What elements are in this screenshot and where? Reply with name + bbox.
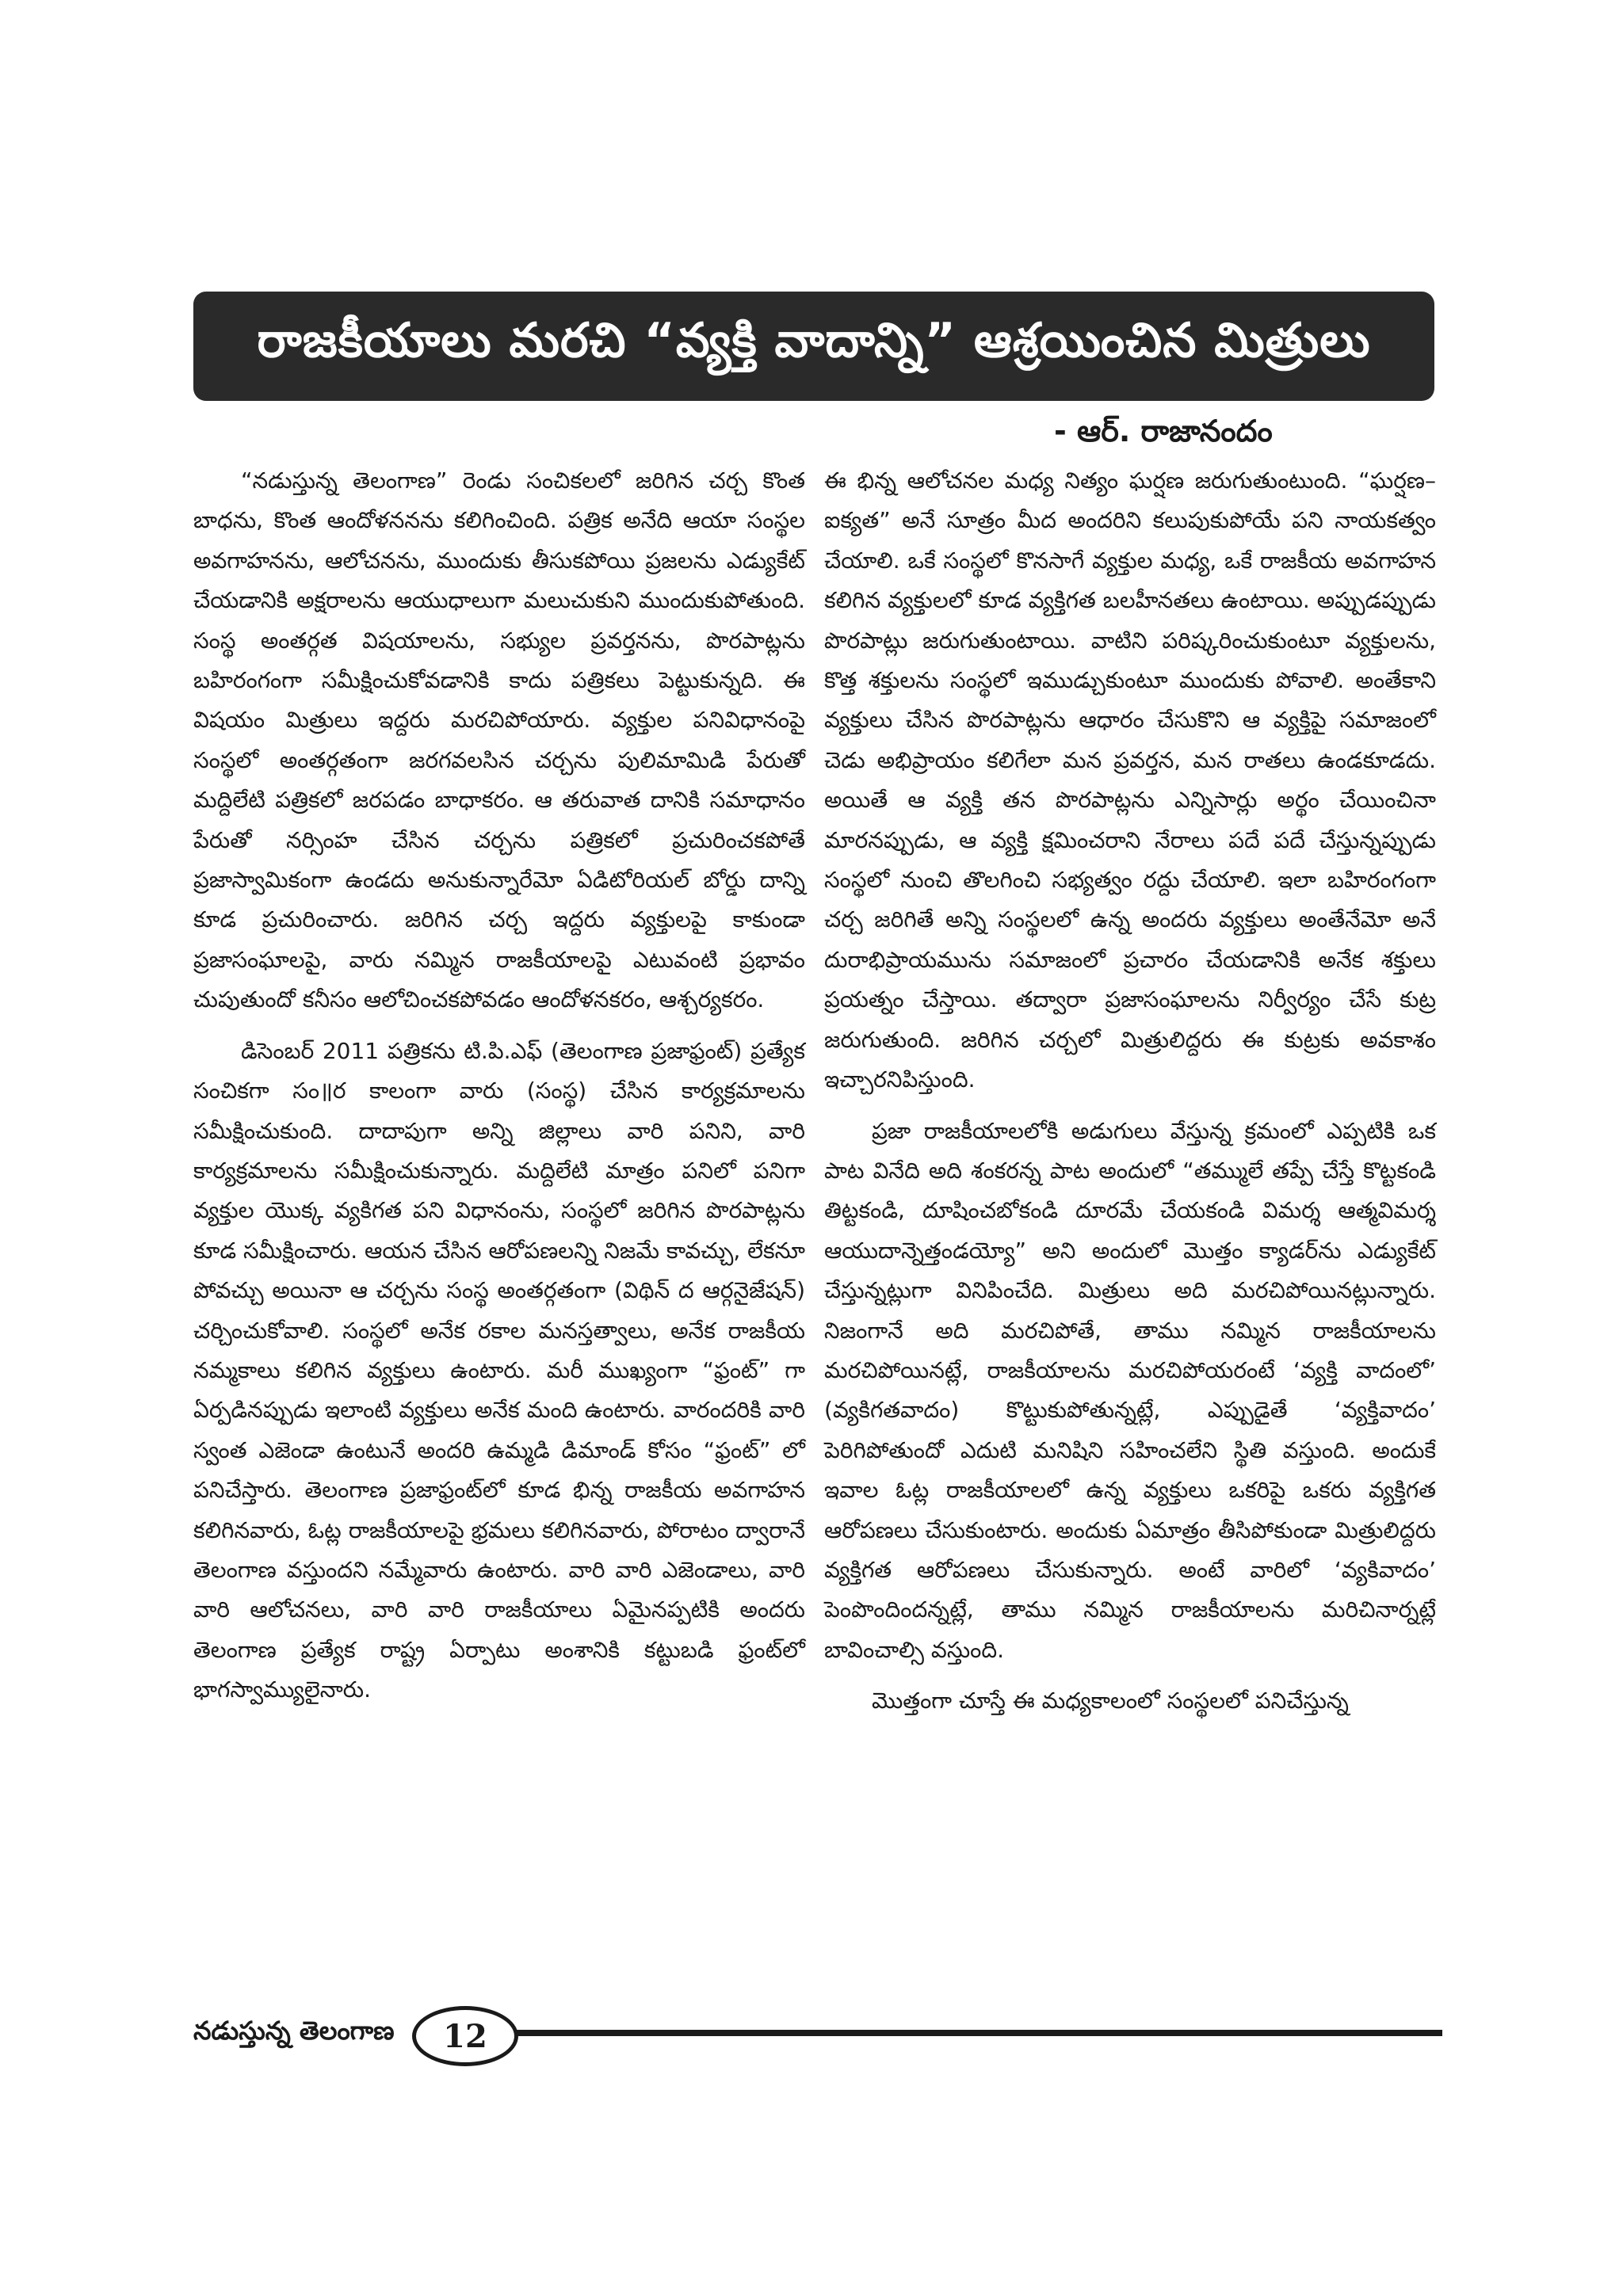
paragraph: “నడుస్తున్న తెలంగాణ” రెండు సంచికలలో జరిగిన చర్చ కొంత బాధను, కొంత ఆందోళననను కలిగించింది. పత్రిక అనేది ఆయా సంస్థల అవగాహనను, ఆలోచనను, ముందుకు తీసుకపోయి ప్రజలను ఎడ్యుకేట్ చేయడానికి అక్షరాలను ఆయుధాలుగా మలుచుకుని ముందుకుపోతుంది. సంస్థ అంతర్గత విషయాలను, సభ్యుల ప్రవర్తనను, పొరపాట్లను బహిరంగంగా సమీక్షించుకోవడానికి కాదు పత్రికలు పెట్టుకున్నది. ఈ విషయం మిత్రులు ఇద్దరు మరచిపోయారు. వ్యక్తుల పనివిధానంపై సంస్థలో అంతర్గతంగా జరగవలసిన చర్చను పులిమామిడి పేరుతో మద్దిలేటి పత్రికలో జరపడం బాధాకరం. ఆ తరువాత దానికి సమాధానం పేరుతో నర్సింహ చేసిన చర్చను పత్రికలో ప్రచురించకపోతే ప్రజాస్వామికంగా ఉండదు అనుకున్నారేమో ఏడిటోరియల్ బోర్డు దాన్ని కూడ ప్రచురించారు. జరిగిన చర్చ ఇద్దరు వ్యక్తులపై కాకుండా ప్రజాసంఘాలపై, వారు నమ్మిన రాజకీయాలపై ఎటువంటి ప్రభావం చుపుతుందో కనీసం ఆలోచించకపోవడం ఆందోళనకరం, ఆశ్చర్యకరం. (193, 467, 805, 1013)
left-column (193, 461, 805, 1711)
paragraph: డిసెంబర్ 2011 పత్రికను టి.పి.ఎఫ్ (తెలంగాణ ప్రజాఫ్రంట్) ప్రత్యేక సంచికగా సం॥ర కాలంగా వారు (సంస్థ) చేసిన కార్యక్రమాలను సమీక్షించుకుంది. దాదాపుగా అన్ని జిల్లాలు వారి పనిని, వారి కార్యక్రమాలను సమీక్షించుకున్నారు. మద్దిలేటి మాత్రం పనిలో పనిగా వ్యక్తుల యొక్క వ్యకిగత పని విధానంను, సంస్థలో జరిగిన పొరపాట్లను కూడ సమీక్షించారు. ఆయన చేసిన ఆరోపణలన్ని నిజమే కావచ్చు, లేకనూ పోవచ్చు అయినా ఆ చర్చను సంస్థ అంతర్గతంగా (విథిన్ ద ఆర్గనైజేషన్) చర్చించుకోవాలి. సంస్థలో అనేక రకాల మనస్తత్వాలు, అనేక రాజకీయ నమ్మకాలు కలిగిన వ్యక్తులు ఉంటారు. మరీ ముఖ్యంగా “ఫ్రంట్” గా ఏర్పడినప్పుడు ఇలాంటి వ్యక్తులు అనేక మంది ఉంటారు. వారందరికి వారి స్వంత ఎజెండా ఉంటునే అందరి ఉమ్మడి డిమాండ్ కోసం “ఫ్రంట్” లో పనిచేస్తారు. తెలంగాణ ప్రజాఫ్రంట్‌లో కూడ భిన్న రాజకీయ అవగాహన కలిగినవారు, ఓట్ల రాజకీయాలపై భ్రమలు కలిగినవారు, పోరాటం ద్వారానే తెలంగాణ వస్తుందని నమ్మేవారు ఉంటారు. వారి వారి ఎజెండాలు, వారి వారి ఆలోచనలు, వారి వారి రాజకీయాలు ఏమైనప్పటికి అందరు తెలంగాణ ప్రత్యేక రాష్ట్ర ఏర్పాటు అంశానికి కట్టుబడి ఫ్రంట్‌లో భాగస్వామ్యులైనారు. (193, 1037, 805, 1703)
footer-divider (507, 2030, 1442, 2036)
right-column (824, 461, 1436, 1722)
article-title: రాజకీయాలు మరచి “వ్యక్తి వాదాన్ని” ఆశ్రయించిన మిత్రులు (257, 313, 1371, 368)
article-author: - ఆర్. రాజానందం (1054, 414, 1273, 448)
article-title-banner (193, 292, 1434, 401)
page-footer (193, 2003, 1442, 2066)
paragraph: ఈ భిన్న ఆలోచనల మధ్య నిత్యం ఘర్షణ జరుగుతుంటుంది. “ఘర్షణ–ఐక్యత” అనే సూత్రం మీద అందరిని కలుపుకుపోయే పని నాయకత్వం చేయాలి. ఒకే సంస్థలో కొనసాగే వ్యక్తుల మధ్య, ఒకే రాజకీయ అవగాహన కలిగిన వ్యక్తులలో కూడ వ్యక్తిగత బలహీనతలు ఉంటాయి. అప్పుడప్పుడు పొరపాట్లు జరుగుతుంటాయి. వాటిని పరిష్కరించుకుంటూ వ్యక్తులను, కొత్త శక్తులను సంస్థలో ఇముడ్చుకుంటూ ముందుకు పోవాలి. అంతేకాని వ్యక్తులు చేసిన పొరపాట్లను ఆధారం చేసుకొని ఆ వ్యక్తిపై సమాజంలో చెడు అభిప్రాయం కలిగేలా మన ప్రవర్తన, మన రాతలు ఉండకూడదు. అయితే ఆ వ్యక్తి తన పొరపాట్లను ఎన్నిసార్లు అర్థం చేయించినా మారనప్పుడు, ఆ వ్యక్తి క్షమించరాని నేరాలు పదే పదే చేస్తున్నప్పుడు సంస్థలో నుంచి తొలగించి సభ్యత్వం రద్దు చేయాలి. ఇలా బహిరంగంగా చర్చ జరిగితే అన్ని సంస్థలలో ఉన్న అందరు వ్యక్తులు అంతేనేమో అనే దురాభిప్రాయమును సమాజంలో ప్రచారం చేయడానికి అనేక శక్తులు ప్రయత్నం చేస్తాయి. తద్వారా ప్రజాసంఘాలను నిర్వీర్యం చేసే కుట్ర జరుగుతుంది. జరిగిన చర్చలో మిత్రులిద్దరు ఈ కుట్రకు అవకాశం ఇచ్చారనిపిస్తుంది. (824, 467, 1436, 1093)
magazine-name: నడుస్తున్న తెలంగాణ (193, 2016, 395, 2046)
page-number: 12 (412, 2006, 518, 2066)
paragraph: ప్రజా రాజకీయాలలోకి అడుగులు వేస్తున్న క్రమంలో ఎప్పటికి ఒక పాట వినేది అది శంకరన్న పాట అందులో “తమ్ములే తప్పే చేస్తే కొట్టకండి తిట్టకండి, దూషించబోకండి దూరమే చేయకండి విమర్శ ఆత్మవిమర్శ ఆయుదాన్నెత్తండయ్యో” అని అందులో మొత్తం క్యాడర్‌ను ఎడ్యుకేట్ చేస్తున్నట్లుగా వినిపించేది. మిత్రులు అది మరచిపోయినట్లున్నారు. నిజంగానే అది మరచిపోతే, తాము నమ్మిన రాజకీయాలను మరచిపోయినట్లే, రాజకీయాలను మరచిపోయరంటే ‘వ్యక్తి వాదంలో’ (వ్యకిగతవాదం) కొట్టుకుపోతున్నట్లే, ఎప్పుడైతే ‘వ్యక్తివాదం’ పెరిగిపోతుందో ఎదుటి మనిషిని సహించలేని స్థితి వస్తుంది. అందుకే ఇవాల ఓట్ల రాజకీయాలలో ఉన్న వ్యక్తులు ఒకరిపై ఒకరు వ్యక్తిగత ఆరోపణలు చేసుకుంటారు. అందుకు ఏమాత్రం తీసిపోకుండా మిత్రులిద్దరు వ్యక్తిగత ఆరోపణలు చేసుకున్నారు. అంటే వారిలో ‘వ్యకివాదం’ పెంపొందిందన్నట్లే, తాము నమ్మిన రాజకీయాలను మరిచినార్నట్లే బావించాల్సి వస్తుంది. (824, 1117, 1436, 1663)
paragraph: మొత్తంగా చూస్తే ఈ మధ్యకాలంలో సంస్థలలో పనిచేస్తున్న (872, 1688, 1349, 1714)
